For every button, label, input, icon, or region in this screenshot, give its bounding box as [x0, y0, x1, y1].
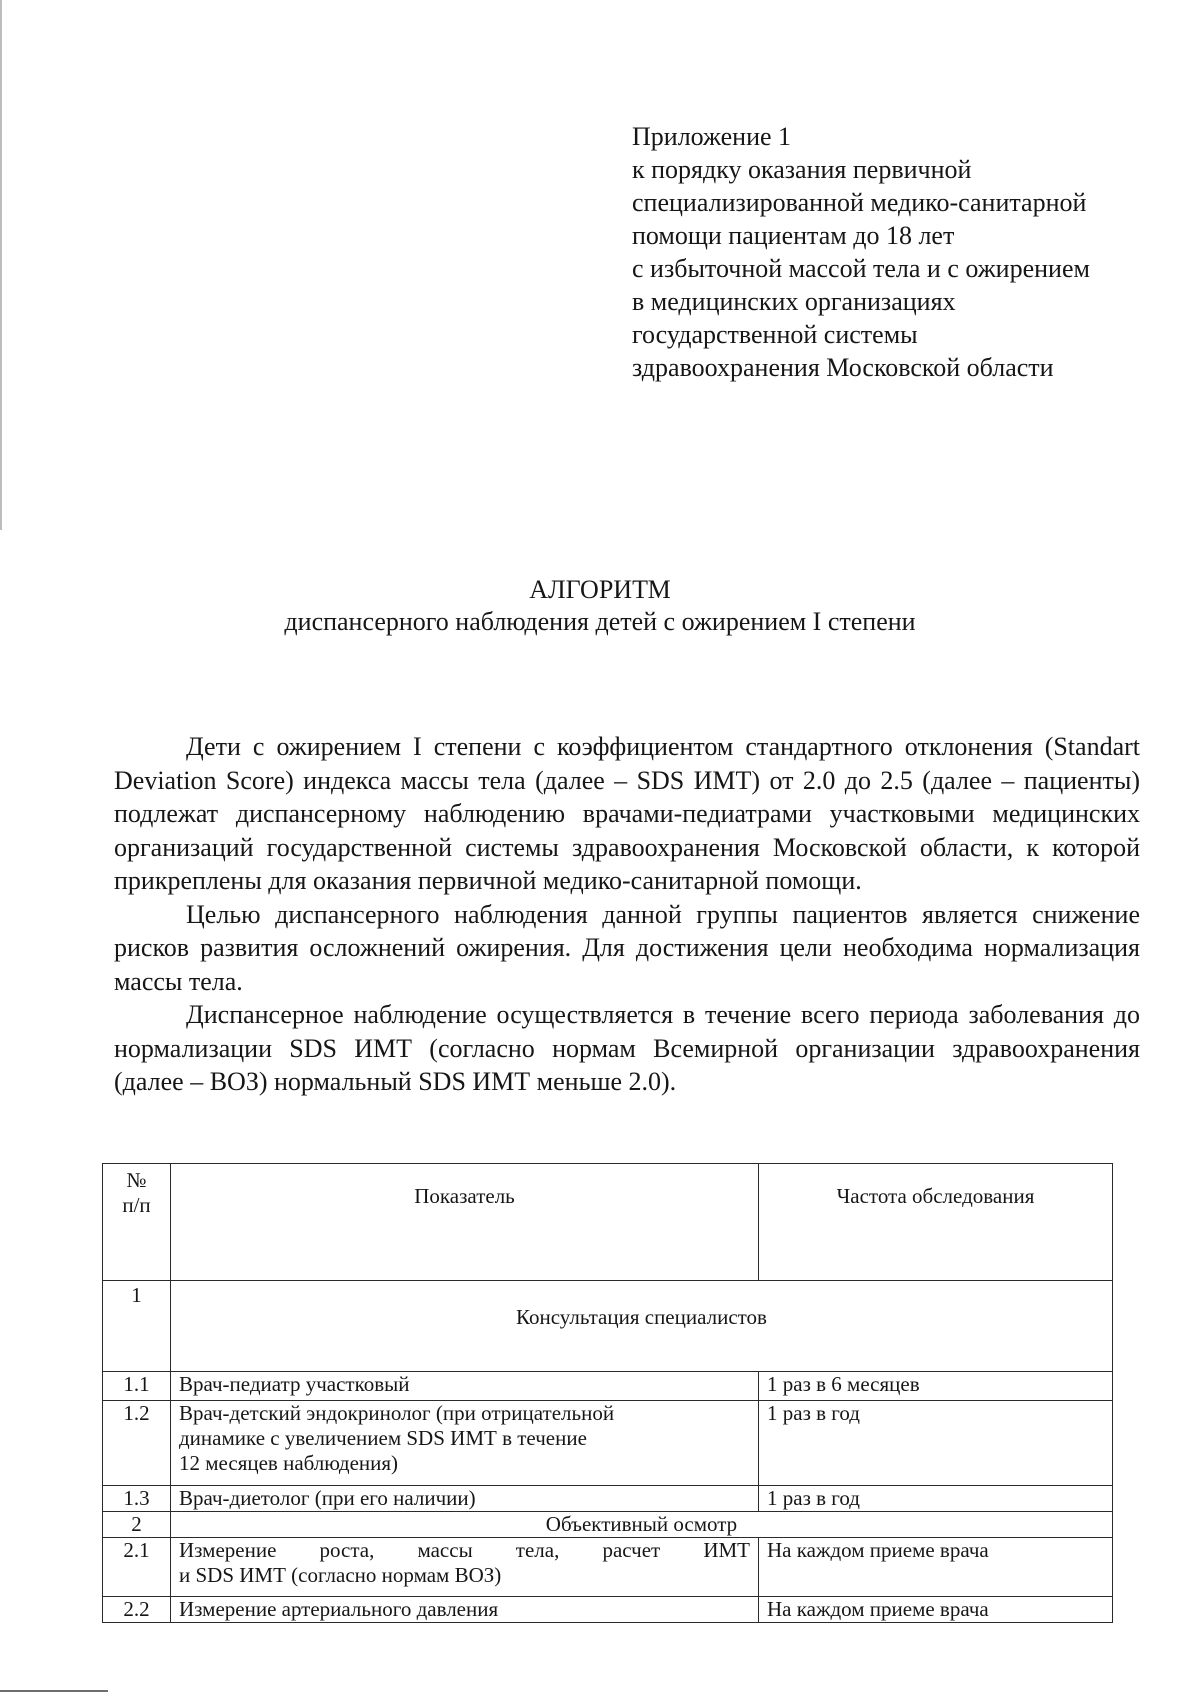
row-frequency: На каждом приеме врача: [759, 1538, 1113, 1597]
table-row: [103, 1486, 1113, 1512]
title-subheading: диспансерного наблюдения детей с ожирением I степени: [284, 607, 916, 636]
header-frequency: Частота обследования: [759, 1164, 1113, 1281]
appendix-line: к порядку оказания первичной: [632, 155, 972, 184]
section-title: Объективный осмотр: [171, 1512, 1113, 1538]
table-row: [103, 1401, 1113, 1486]
header-indicator: Показатель: [171, 1164, 759, 1281]
header-number: [103, 1164, 171, 1281]
row-indicator-line: 12 месяцев наблюдения): [179, 1451, 399, 1475]
row-frequency: 1 раз в год: [759, 1401, 1113, 1486]
row-number: 2.2: [103, 1597, 171, 1623]
row-indicator: [171, 1401, 759, 1486]
scan-bottom-corner-mark: [0, 1690, 108, 1692]
table-row: [103, 1597, 1113, 1623]
row-frequency: 1 раз в год: [759, 1486, 1113, 1512]
header-number-symbol: №: [126, 1168, 147, 1192]
row-indicator-line: Измерение роста, массы тела, расчет ИМТ: [179, 1538, 750, 1562]
appendix-line: здравоохранения Московской области: [632, 353, 1054, 382]
row-indicator: Врач-диетолог (при его наличии): [171, 1486, 759, 1512]
title-heading: АЛГОРИТМ: [529, 575, 671, 604]
row-frequency: На каждом приеме врача: [759, 1597, 1113, 1623]
scan-left-edge-shadow: [0, 0, 2, 530]
body-text: [114, 730, 1140, 1099]
row-indicator: [171, 1538, 759, 1597]
row-number: 1.1: [103, 1372, 171, 1401]
table-row: [103, 1538, 1113, 1597]
appendix-line: специализированной медико-санитарной: [632, 188, 1087, 217]
row-number: 2.1: [103, 1538, 171, 1597]
appendix-line: Приложение 1: [632, 122, 792, 151]
row-indicator: Измерение артериального давления: [171, 1597, 759, 1623]
appendix-line: государственной системы: [632, 320, 918, 349]
row-indicator-line: динамике с увеличением SDS ИМТ в течение: [179, 1426, 587, 1450]
header-number-abbr: п/п: [122, 1193, 151, 1217]
row-indicator: Врач-педиатр участковый: [171, 1372, 759, 1401]
section-number: 1: [103, 1281, 171, 1372]
observation-table: [102, 1163, 1113, 1623]
appendix-line: в медицинских организациях: [632, 287, 956, 316]
table-section-row: [103, 1512, 1113, 1538]
table-header-row: [103, 1164, 1113, 1281]
row-indicator-line: и SDS ИМТ (согласно нормам ВОЗ): [179, 1563, 502, 1587]
row-indicator-line: Врач-детский эндокринолог (при отрицательной: [179, 1401, 615, 1425]
paragraph-duration: Диспансерное наблюдение осуществляется в течение всего периода заболевания до нормализации SDS ИМТ (согласно нормам Всемирной организации здравоохранения (далее – ВОЗ) нормальный SDS ИМТ меньше 2.0).: [114, 1000, 1140, 1096]
row-number: 1.3: [103, 1486, 171, 1512]
paragraph-patients: Дети с ожирением I степени с коэффициентом стандартного отклонения (Standart Deviation Score) индекса массы тела (далее – SDS ИМТ) от 2.0 до 2.5 (далее – пациенты) подлежат диспансерному наблюдению врачами-педиатрами участковыми медицинских организаций государственной системы здравоохранения Московской области, к которой прикреплены для оказания первичной медико-санитарной помощи.: [114, 732, 1140, 895]
appendix-line: с избыточной массой тела и с ожирением: [632, 254, 1090, 283]
row-number: 1.2: [103, 1401, 171, 1486]
section-title: Консультация специалистов: [171, 1281, 1113, 1372]
table-section-row: [103, 1281, 1113, 1372]
paragraph-goal: Целью диспансерного наблюдения данной группы пациентов является снижение рисков развития осложнений ожирения. Для достижения цели необходима нормализация массы тела.: [114, 899, 1140, 996]
table-row: [103, 1372, 1113, 1401]
document-title: [0, 574, 1200, 638]
appendix-block: [632, 120, 1152, 384]
section-number: 2: [103, 1512, 171, 1538]
row-frequency: 1 раз в 6 месяцев: [759, 1372, 1113, 1401]
appendix-line: помощи пациентам до 18 лет: [632, 221, 955, 250]
